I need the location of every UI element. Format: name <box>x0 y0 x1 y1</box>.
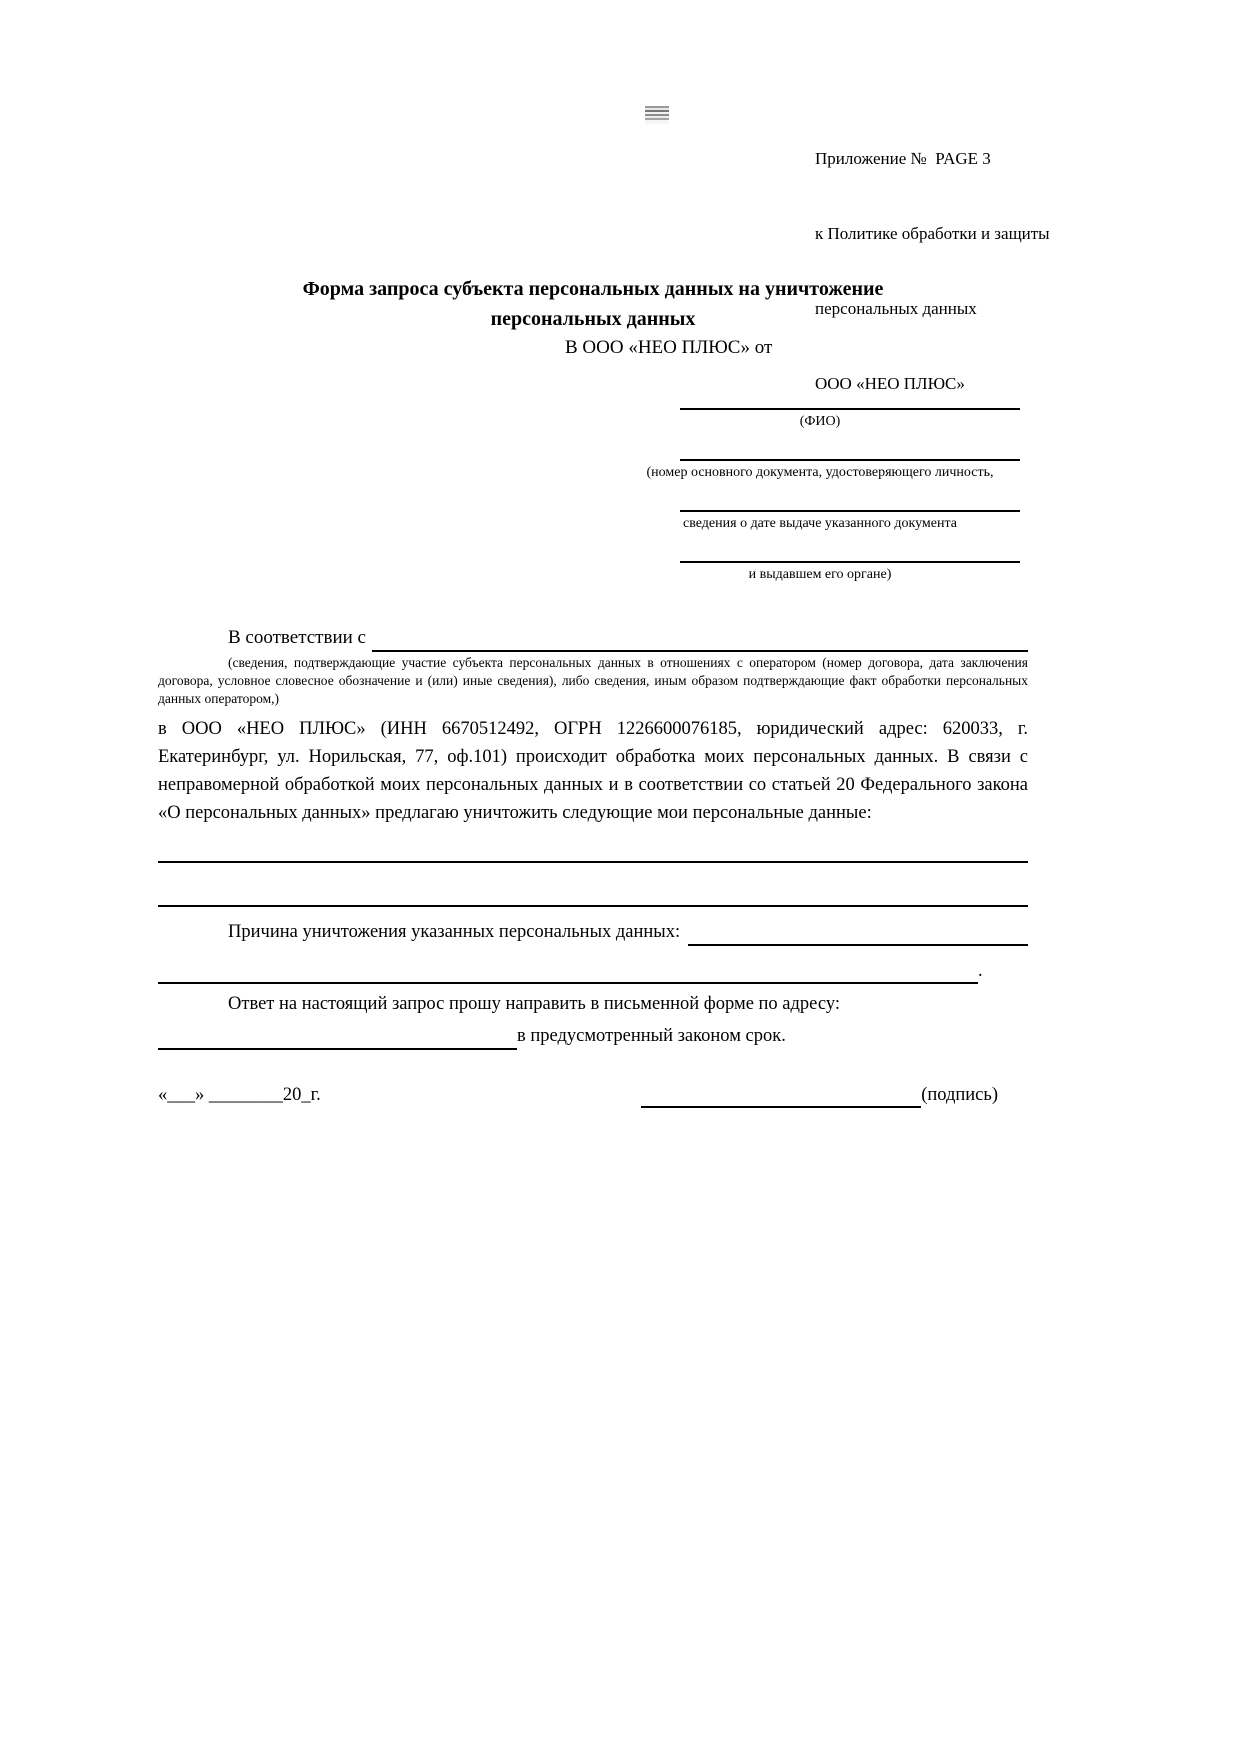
appendix-number-line: Приложение № PAGE 3 <box>815 149 991 168</box>
form-title <box>158 274 1028 334</box>
fio-caption: (ФИО) <box>799 414 841 429</box>
id-document-caption: (номер основного документа, удостоверяющего личность, <box>646 465 994 480</box>
id-document-field <box>610 459 1030 510</box>
embedded-thumbnail-icon <box>645 106 669 124</box>
fine-print-note: (сведения, подтверждающие участие субъекта персональных данных в отношениях с оператором (номер договора, дата заключения договора, условное словесное обозначение и (или) иные сведения), либо сведения, иным образом подтверждающие факт обработки персональных данных оператором,) <box>158 655 1028 706</box>
title-line-2: персональных данных <box>490 308 696 330</box>
date-placeholder: «___» ________20_г. <box>158 1085 321 1105</box>
issue-date-caption: сведения о дате выдаче указанного документа <box>683 516 957 531</box>
title-line-1: Форма запроса субъекта персональных данных на уничтожение <box>302 278 884 300</box>
main-paragraph: в ООО «НЕО ПЛЮС» (ИНН 6670512492, ОГРН 1226600076185, юридический адрес: 620033, г. Екатеринбург, ул. Норильская, 77, оф.101) происходит обработка моих персональных данных. В связи с неправомерной обработкой моих персональных данных и в соответствии со статьей 20 Федерального закона «О персональных данных» предлагаю уничтожить следующие мои персональные данные: <box>158 719 1028 823</box>
blank-line-2 <box>158 905 1028 907</box>
addressee-fields <box>610 408 1030 612</box>
address-fill-line <box>158 1022 517 1050</box>
accordance-label: В соответствии с <box>228 627 366 648</box>
document-body <box>158 624 1028 1108</box>
reason-line <box>158 918 1028 946</box>
reason-label: Причина уничтожения указанных персональных данных: <box>228 922 681 942</box>
fio-field <box>610 408 1030 459</box>
reason-fill-line <box>688 918 1028 946</box>
accordance-fill-line <box>372 624 1028 652</box>
trailing-period: . <box>978 961 983 981</box>
issue-date-field <box>610 510 1030 561</box>
signature-block <box>641 1082 998 1108</box>
date-signature-row <box>158 1082 1028 1108</box>
policy-line-1: к Политике обработки и защиты <box>815 224 1050 243</box>
answer-suffix: в предусмотренный законом срок. <box>517 1026 786 1046</box>
addressee-line: В ООО «НЕО ПЛЮС» от <box>565 337 773 358</box>
appendix-header <box>815 96 1050 446</box>
issuing-authority-field <box>610 561 1030 612</box>
issuing-authority-caption: и выдавшем его органе) <box>748 567 892 582</box>
reason-continuation-line <box>158 958 1028 984</box>
accordance-line <box>158 624 1028 652</box>
address-line <box>158 1022 1028 1050</box>
policy-line-2: персональных данных <box>815 299 977 318</box>
company-name: ООО «НЕО ПЛЮС» <box>815 374 965 393</box>
signature-caption: (подпись) <box>921 1085 998 1105</box>
answer-request-line: Ответ на настоящий запрос прошу направить в письменной форме по адресу: <box>228 994 840 1014</box>
blank-line-1 <box>158 861 1028 863</box>
signature-rule <box>641 1088 921 1109</box>
reason-continuation-rule <box>158 958 978 984</box>
